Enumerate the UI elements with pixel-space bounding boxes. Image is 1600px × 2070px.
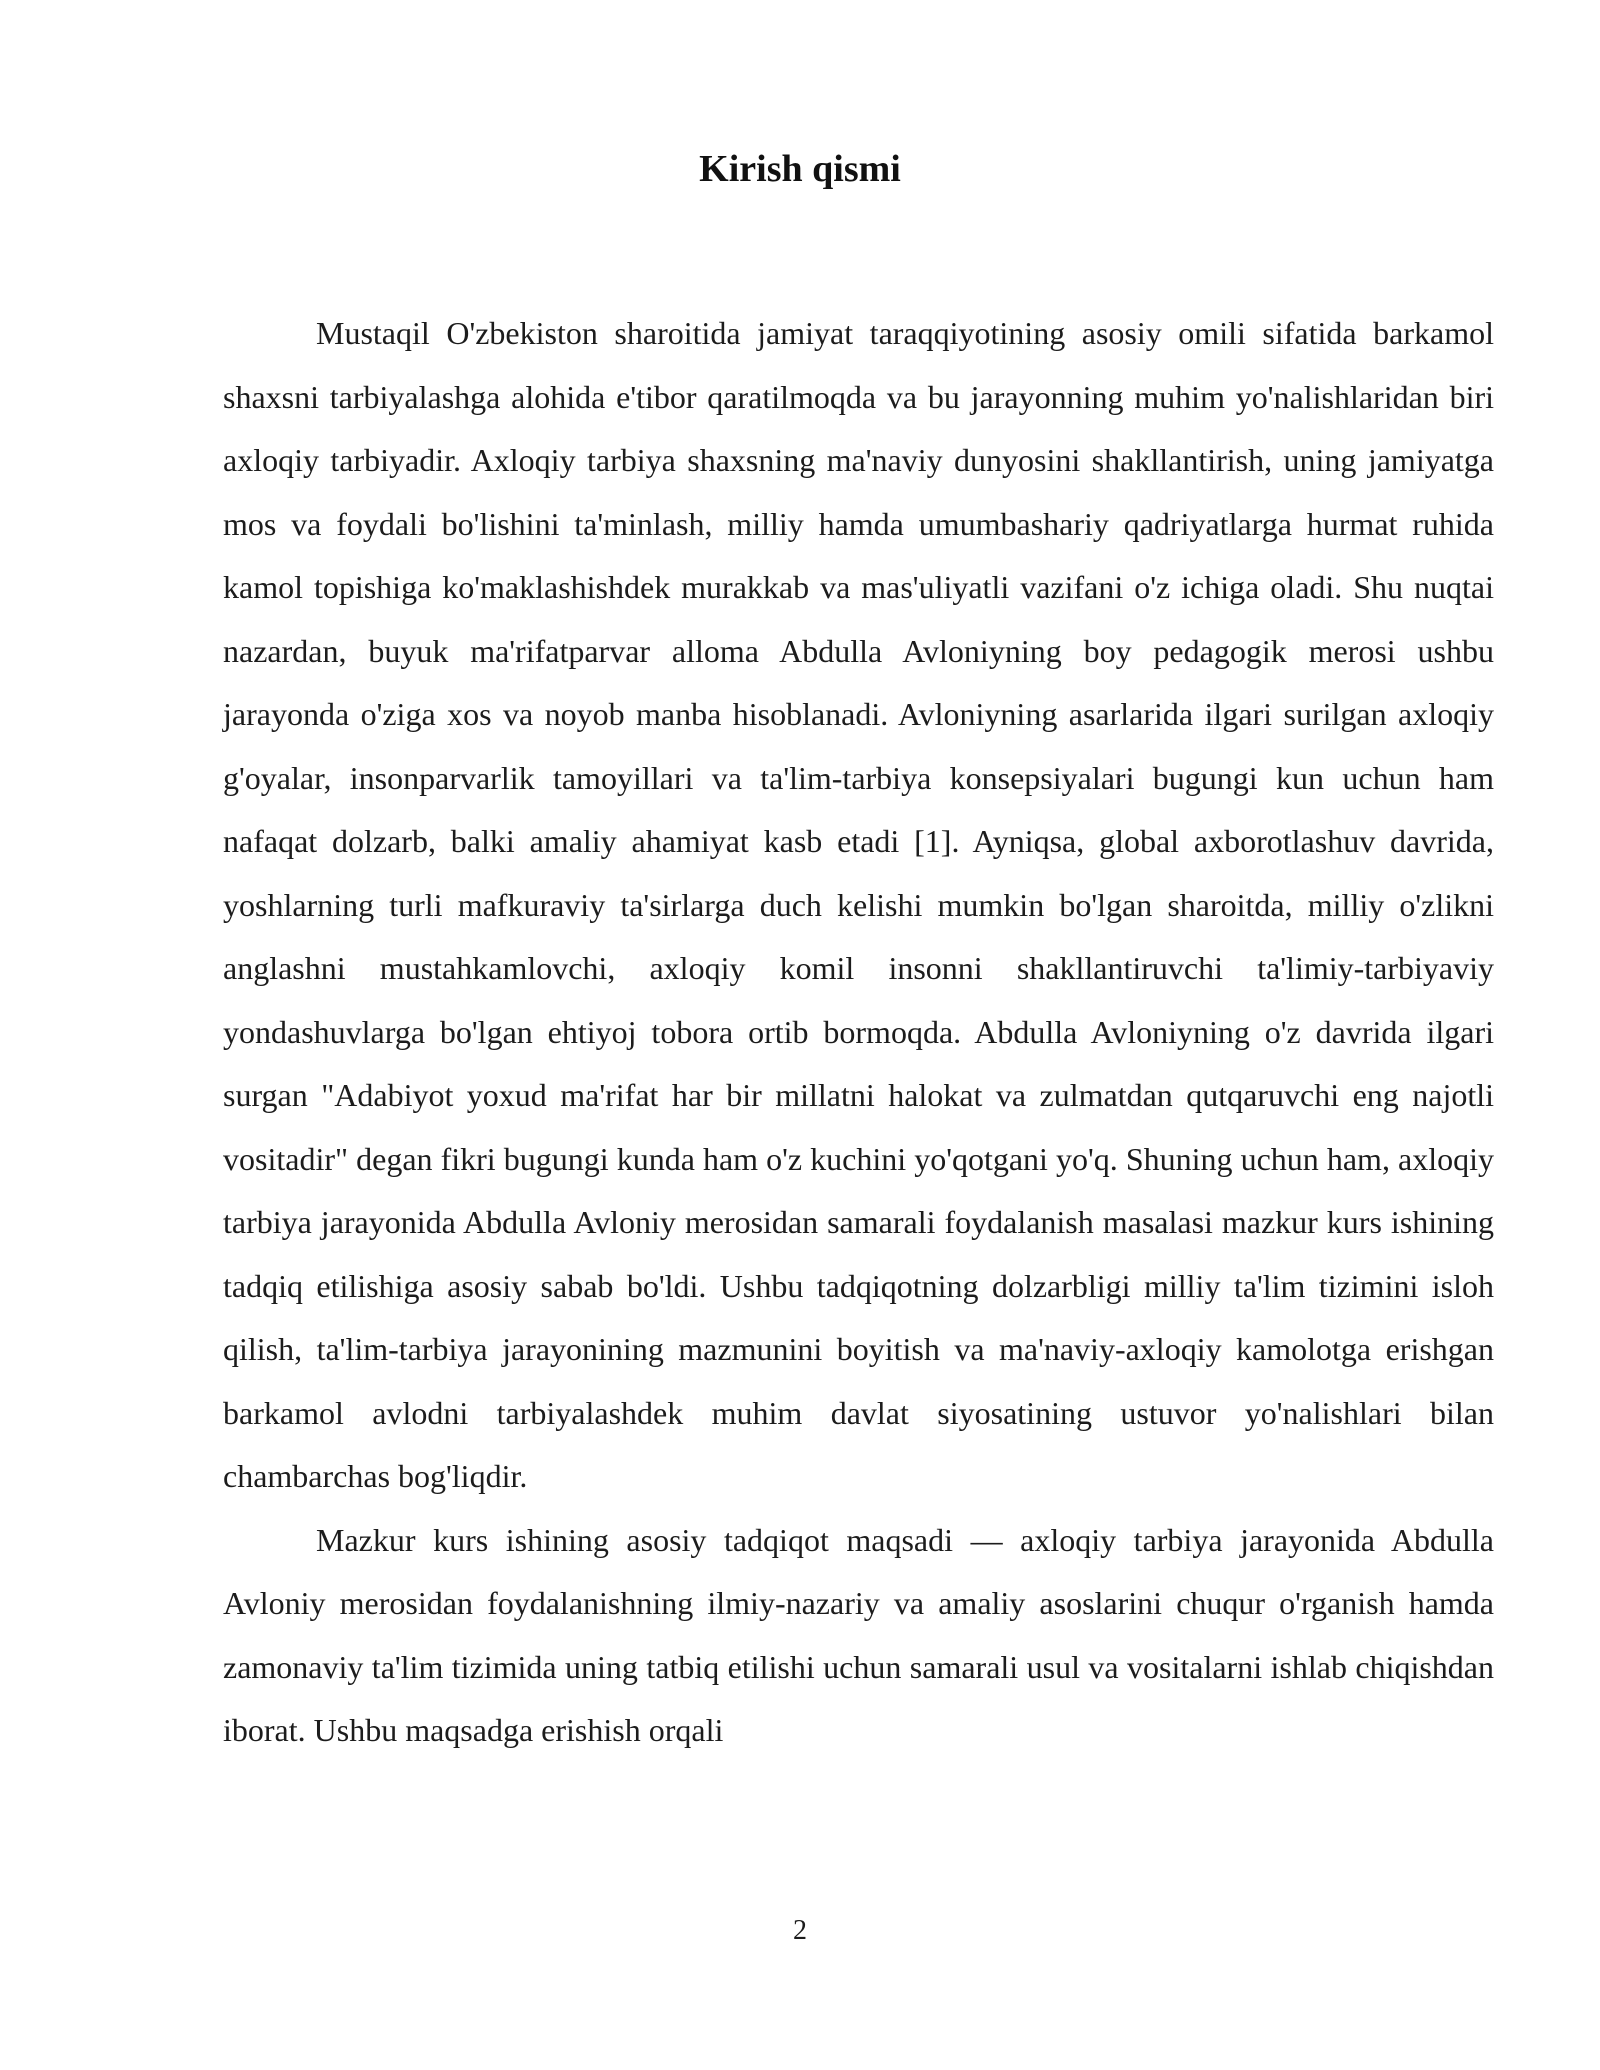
page-number: 2 [793,1915,807,1946]
paragraph-1: Mustaqil O'zbekiston sharoitida jamiyat taraqqiyotining asosiy omili sifatida barkamol shaxsni tarbiyalashga alohida e'tibor qaratilmoqda va bu jarayonning muhim yo'nalishlaridan biri axloqiy tarbiyadir. Axloqiy tarbiya shaxsning ma'naviy dunyosini shakllantirish, uning jamiyatga mos va foydali bo'lishini ta'minlash, milliy hamda umumbashariy qadriyatlarga hurmat ruhida kamol topishiga ko'maklashishdek murakkab va mas'uliyatli vazifani o'z ichiga oladi. Shu nuqtai nazardan, buyuk ma'rifatparvar alloma Abdulla Avloniyning boy pedagogik merosi ushbu jarayonda o'ziga xos va noyob manba hisoblanadi. Avloniyning asarlarida ilgari surilgan axloqiy g'oyalar, insonparvarlik tamoyillari va ta'lim-tarbiya konsepsiyalari bugungi kun uchun ham nafaqat dolzarb, balki amaliy ahamiyat kasb etadi [1]. Ayniqsa, global axborotlashuv davrida, yoshlarning turli mafkuraviy ta'sirlarga duch kelishi mumkin bo'lgan sharoitda, milliy o'zlikni anglashni mustahkamlovchi, axloqiy komil insonni shakllantiruvchi ta'limiy-tarbiyaviy yondashuvlarga bo'lgan ehtiyoj tobora ortib bormoqda. Abdulla Avloniyning o'z davrida ilgari surgan "Adabiyot yoxud ma'rifat har bir millatni halokat va zulmatdan qutqaruvchi eng najotli vositadir" degan fikri bugungi kunda ham o'z kuchini yo'qotgani yo'q. Shuning uchun ham, axloqiy tarbiya jarayonida Abdulla Avloniy merosidan samarali foydalanish masalasi mazkur kurs ishining tadqiq etilishiga asosiy sabab bo'ldi. Ushbu tadqiqotning dolzarbligi milliy ta'lim tizimini isloh qilish, ta'lim-tarbiya jarayonining mazmunini boyitish va ma'naviy-axloqiy kamolotga erishgan barkamol avlodni tarbiyalashdek muhim davlat siyosatining ustuvor yo'nalishlari bilan chambarchas bog'liqdir. [223,315,1494,1494]
paragraph-2: Mazkur kurs ishining asosiy tadqiqot maqsadi — axloqiy tarbiya jarayonida Abdulla Avloniy merosidan foydalanishning ilmiy-nazariy va amaliy asoslarini chuqur o'rganish hamda zamonaviy ta'lim tizimida uning tatbiq etilishi uchun samarali usul va vositalarni ishlab chiqishdan iborat. Ushbu maqsadga erishish orqali [223,1521,1494,1748]
body-text [223,302,1494,1763]
page-title: Kirish qismi [699,148,901,190]
